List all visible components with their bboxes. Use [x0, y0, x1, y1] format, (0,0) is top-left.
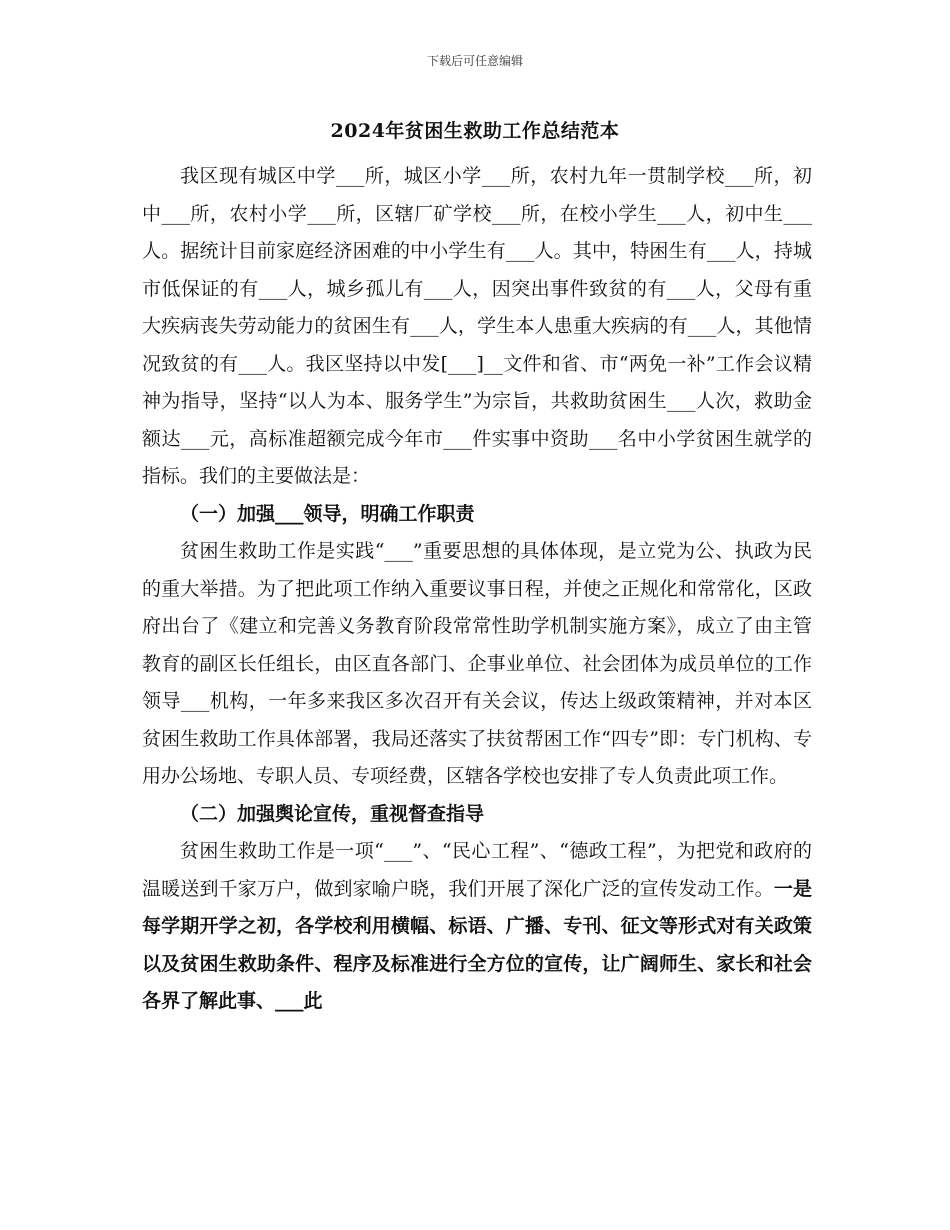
section-2-paragraph	[142, 833, 812, 1021]
document-title: 2024年贫困生救助工作总结范本	[330, 120, 620, 142]
intro-paragraph: 我区现有城区中学___所，城区小学___所，农村九年一贯制学校___所，初中___所，农村小学___所，区辖厂矿学校___所，在校小学生___人，初中生___人。据统计目前家庭经济困难的中小学生有___人。其中，特困生有___人，持城市低保证的有___人，城乡孤儿有___人，因突出事件致贫的有___人，父母有重大疾病丧失劳动能力的贫困生有___人，学生本人患重大疾病的有___人，其他情况致贫的有___人。我区坚持以中发[___]__文件和省、市“两免一补”工作会议精神为指导，坚持“以人为本、服务学生”为宗旨，共救助贫困生___人次，救助金额达___元，高标准超额完成今年市___件实事中资助___名中小学贫困生就学的指标。我们的主要做法是：	[142, 165, 812, 487]
document-body	[142, 158, 812, 1021]
section-2-text: 贫困生救助工作是一项“___”、“民心工程”、“德政工程”，为把党和政府的温暖送到千家万户，做到家喻户晓，我们开展了深化广泛的宣传发动工作。	[142, 840, 812, 900]
section-2-heading: （二）加强舆论宣传，重视督查指导	[180, 802, 485, 825]
section-1-heading: （一）加强___领导，明确工作职责	[180, 502, 475, 525]
page-header: 下载后可任意编辑	[426, 54, 523, 68]
section-1-paragraph: 贫困生救助工作是实践“___”重要思想的具体体现，是立党为公、执政为民的重大举措。为了把此项工作纳入重要议事日程，并使之正规化和常常化，区政府出台了《建立和完善义务教育阶段常常性助学机制实施方案》，成立了由主管教育的副区长任组长，由区直各部门、企事业单位、社会团体为成员单位的工作领导___机构，一年多来我区多次召开有关会议，传达上级政策精神，并对本区贫困生救助工作具体部署，我局还落实了扶贫帮困工作“四专”即：专门机构、专用办公场地、专职人员、专项经费，区辖各学校也安排了专人负责此项工作。	[142, 540, 812, 787]
section-2-bold-text: 一是每学期开学之初，各学校利用横幅、标语、广播、专刊、征文等形式对有关政策以及贫困生救助条件、程序及标准进行全方位的宣传，让广阔师生、家长和社会各界了解此事、___此	[142, 877, 812, 1012]
